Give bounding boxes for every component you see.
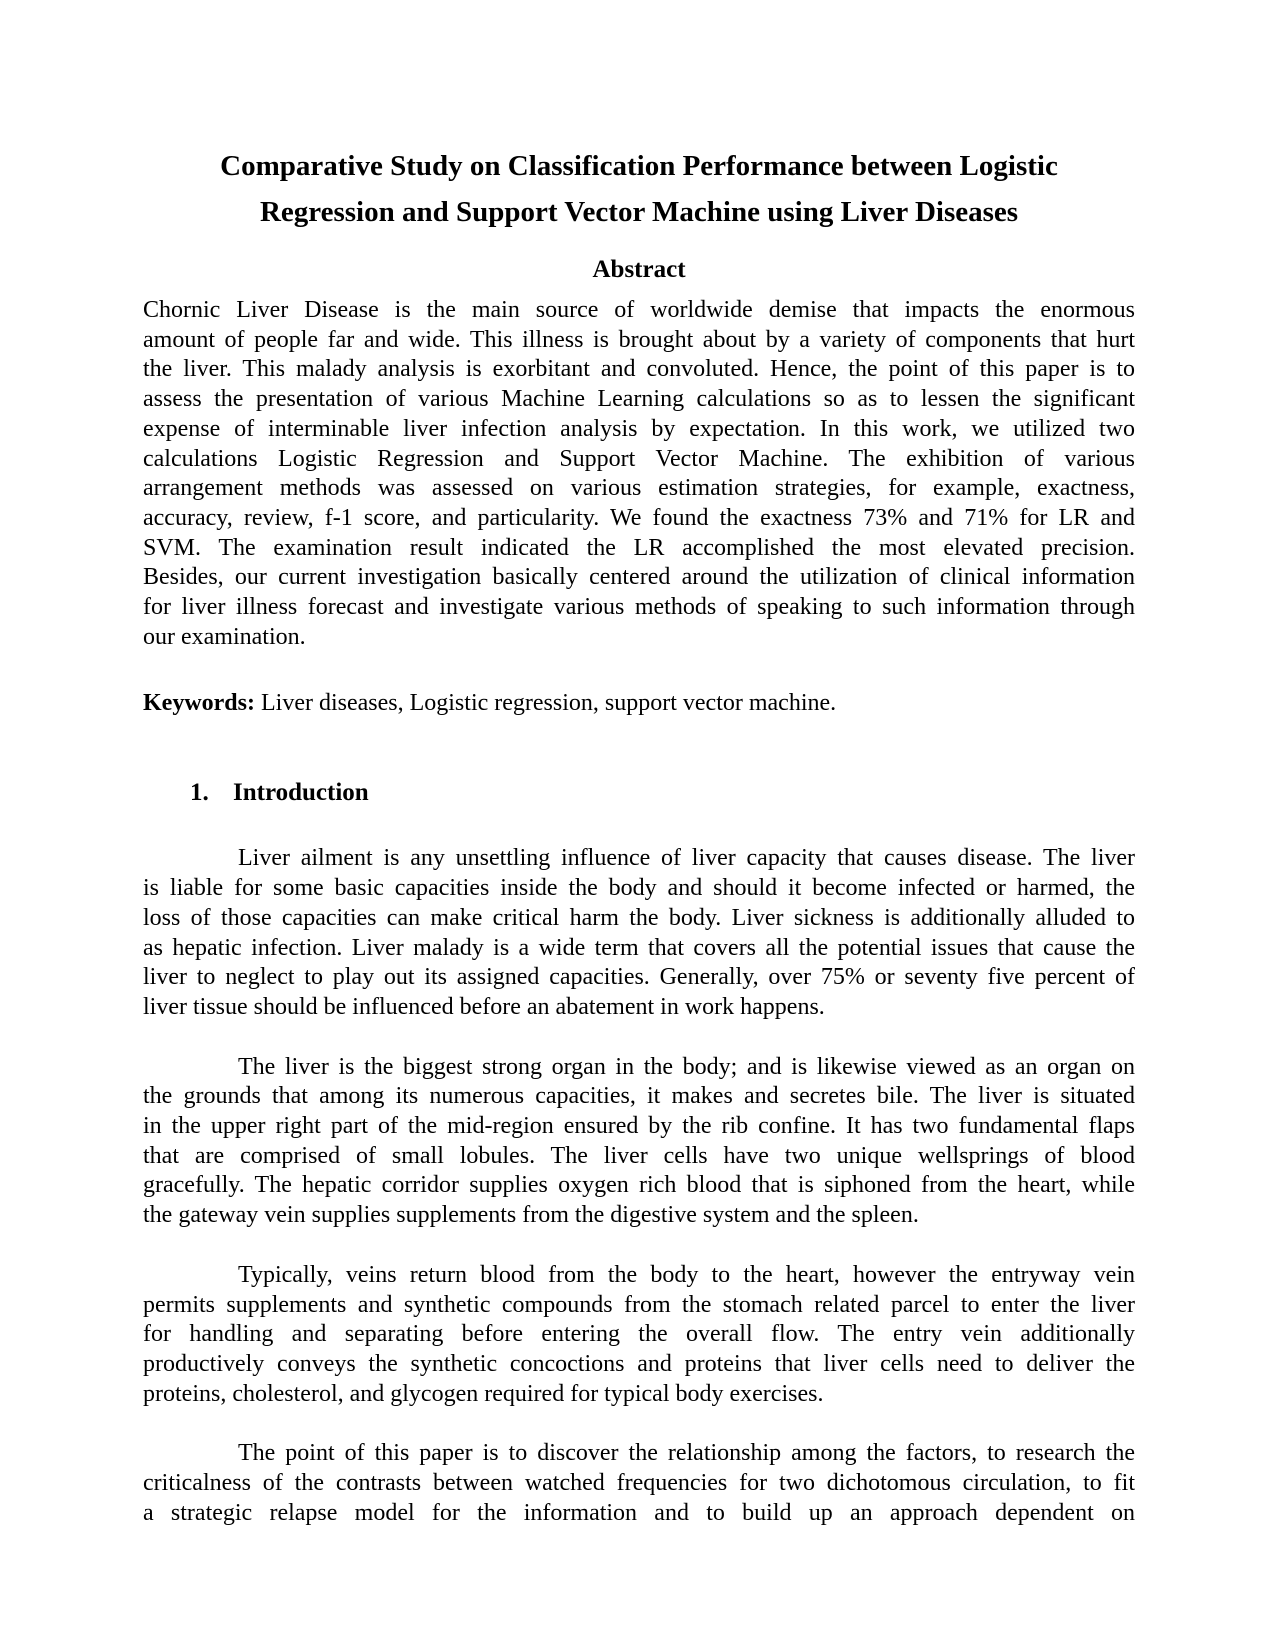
text-line: permits supplements and synthetic compounds from the stomach related parcel to enter the liver <box>143 1291 1135 1318</box>
keywords-label: Keywords: <box>143 690 255 717</box>
abstract-paragraph <box>143 296 1135 652</box>
text-line: is liable for some basic capacities inside the body and should it become infected or harmed, the <box>143 875 1135 902</box>
intro-paragraph-3 <box>143 1261 1135 1410</box>
text-line: the grounds that among its numerous capacities, it makes and secretes bile. The liver is situated <box>143 1083 1135 1110</box>
text-line: a strategic relapse model for the information and to build up an approach dependent on <box>143 1499 1135 1526</box>
text-line: loss of those capacities can make critical harm the body. Liver sickness is additionally alluded to <box>143 904 1135 931</box>
text-line: for liver illness forecast and investigate various methods of speaking to such information through <box>143 594 1135 621</box>
text-line: the liver. This malady analysis is exorbitant and convoluted. Hence, the point of this paper is to <box>143 356 1135 383</box>
text-line: the gateway vein supplies supplements from the digestive system and the spleen. <box>143 1202 919 1229</box>
introduction-heading <box>143 776 1135 810</box>
intro-paragraph-2 <box>143 1053 1135 1231</box>
text-line: The point of this paper is to discover the relationship among the factors, to research the <box>238 1440 1135 1467</box>
keywords-line <box>143 688 1135 718</box>
section-title: Introduction <box>233 779 369 807</box>
text-line: our examination. <box>143 623 306 650</box>
text-line: in the upper right part of the mid-region ensured by the rib confine. It has two fundamental flaps <box>143 1113 1135 1140</box>
paper-title-line-2: Regression and Support Vector Machine using Liver Diseases <box>259 196 1019 228</box>
text-line: The liver is the biggest strong organ in the body; and is likewise viewed as an organ on <box>238 1053 1135 1080</box>
abstract-heading: Abstract <box>592 256 686 283</box>
text-line: as hepatic infection. Liver malady is a wide term that covers all the potential issues that cause the <box>143 934 1135 961</box>
text-line: amount of people far and wide. This illness is brought about by a variety of components that hurt <box>143 326 1135 353</box>
text-line: liver tissue should be influenced before an abatement in work happens. <box>143 993 825 1020</box>
text-line: criticalness of the contrasts between watched frequencies for two dichotomous circulation, to fit <box>143 1470 1135 1497</box>
paper-title <box>143 143 1135 235</box>
section-number: 1. <box>190 779 209 807</box>
paper-title-line-1: Comparative Study on Classification Performance between Logistic <box>220 150 1058 182</box>
text-line: arrangement methods was assessed on various estimation strategies, for example, exactness, <box>143 475 1135 502</box>
text-line: for handling and separating before entering the overall flow. The entry vein additionally <box>143 1321 1135 1348</box>
text-line: calculations Logistic Regression and Support Vector Machine. The exhibition of various <box>143 445 1135 472</box>
text-line: Typically, veins return blood from the body to the heart, however the entryway vein <box>238 1261 1135 1288</box>
text-line: gracefully. The hepatic corridor supplies oxygen rich blood that is siphoned from the heart, while <box>143 1172 1135 1199</box>
text-line: accuracy, review, f-1 score, and particularity. We found the exactness 73% and 71% for LR and <box>143 504 1135 531</box>
text-line: Chornic Liver Disease is the main source of worldwide demise that impacts the enormous <box>143 297 1135 323</box>
keywords-text: Liver diseases, Logistic regression, support vector machine. <box>254 690 837 717</box>
intro-paragraph-1 <box>143 844 1135 1022</box>
text-line: expense of interminable liver infection analysis by expectation. In this work, we utilized two <box>143 415 1135 442</box>
intro-paragraph-4 <box>143 1439 1135 1528</box>
text-line: SVM. The examination result indicated the LR accomplished the most elevated precision. <box>143 534 1135 561</box>
text-line: productively conveys the synthetic concoctions and proteins that liver cells need to deliver the <box>143 1350 1135 1377</box>
text-line: liver to neglect to play out its assigned capacities. Generally, over 75% or seventy five percent of <box>143 964 1135 991</box>
text-line: that are comprised of small lobules. The liver cells have two unique wellsprings of blood <box>143 1142 1135 1169</box>
text-line: Liver ailment is any unsettling influence of liver capacity that causes disease. The liver <box>238 845 1135 872</box>
text-line: assess the presentation of various Machine Learning calculations so as to lessen the significant <box>143 386 1135 413</box>
text-line: Besides, our current investigation basically centered around the utilization of clinical information <box>143 564 1135 591</box>
text-line: proteins, cholesterol, and glycogen required for typical body exercises. <box>143 1380 824 1407</box>
